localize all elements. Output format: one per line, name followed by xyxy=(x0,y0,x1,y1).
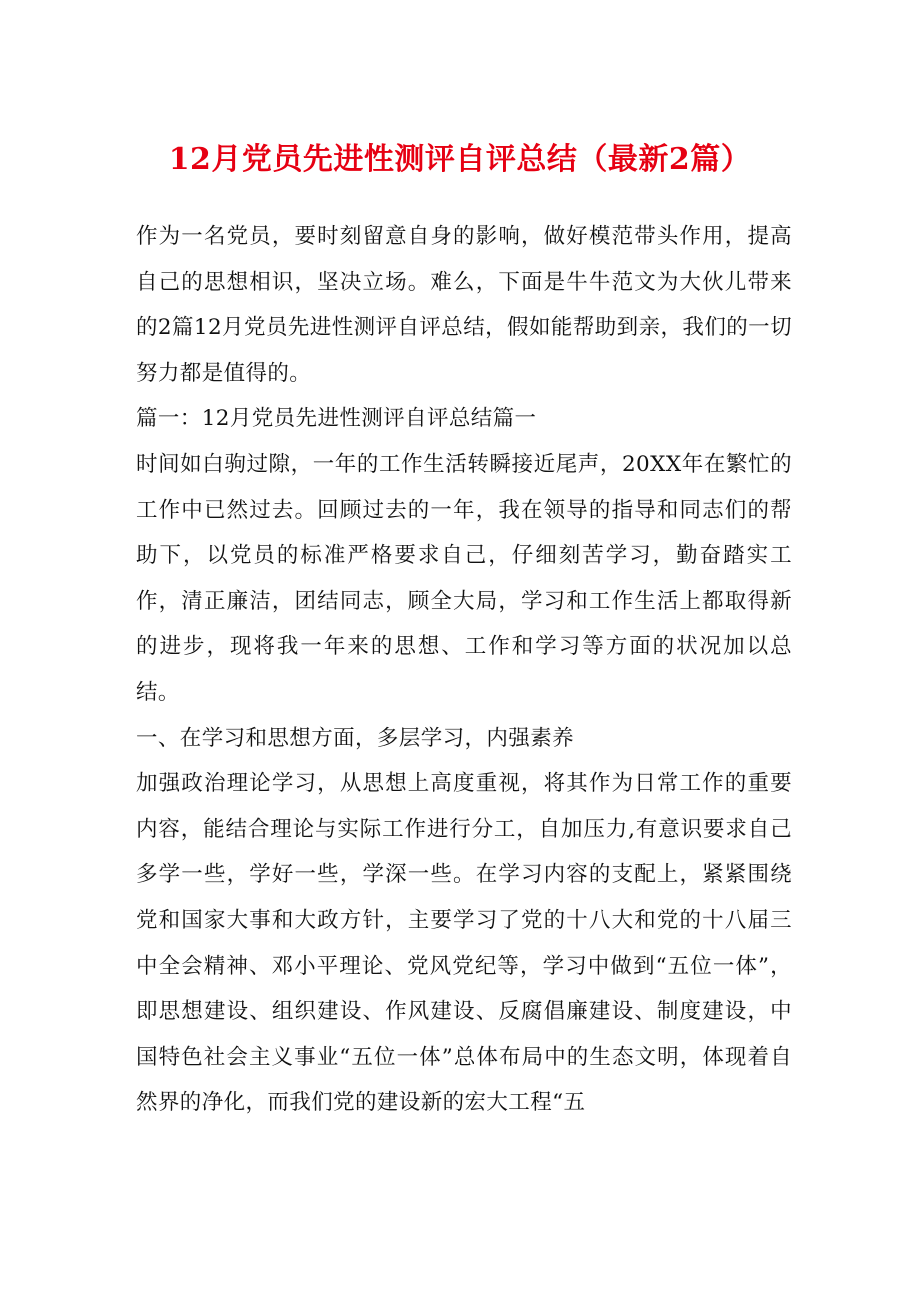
section-heading-part-one: 篇一：12月党员先进性测评自评总结篇一 xyxy=(136,406,537,432)
intro-paragraph: 作为一名党员，要时刻留意自身的影响，做好模范带头作用，提高自己的思想相识，坚决立场。难么，下面是牛牛范文为大伙儿带来的2篇12月党员先进性测评自评总结，假如能帮助到亲，我们的一切努力都是值得的。 xyxy=(136,224,792,386)
body-paragraph: 时间如白驹过隙，一年的工作生活转瞬接近尾声，20XX年在繁忙的工作中已然过去。回顾过去的一年，我在领导的指导和同志们的帮助下，以党员的标准严格要求自己，仔细刻苦学习，勤奋踏实工作，清正廉洁，团结同志，顾全大局，学习和工作生活上都取得新的进步，现将我一年来的思想、工作和学习等方面的状况加以总结。 xyxy=(136,451,792,705)
document-title: 12月党员先进性测评自评总结（最新2篇） xyxy=(168,142,752,177)
document-body xyxy=(136,214,792,1126)
subsection-heading: 一、在学习和思想方面，多层学习，内强素养 xyxy=(136,725,575,751)
body-paragraph: 加强政治理论学习，从思想上高度重视，将其作为日常工作的重要内容，能结合理论与实际工作进行分工，自加压力,有意识要求自己多学一些，学好一些，学深一些。在学习内容的支配上，紧紧围绕党和国家大事和大政方针，主要学习了党的十八大和党的十八届三中全会精神、邓小平理论、党风党纪等，学习中做到“五位一体”，即思想建设、组织建设、作风建设、反腐倡廉建设、制度建设，中国特色社会主义事业“五位一体”总体布局中的生态文明，体现着自然界的净化，而我们党的建设新的宏大工程“五 xyxy=(136,771,792,1116)
